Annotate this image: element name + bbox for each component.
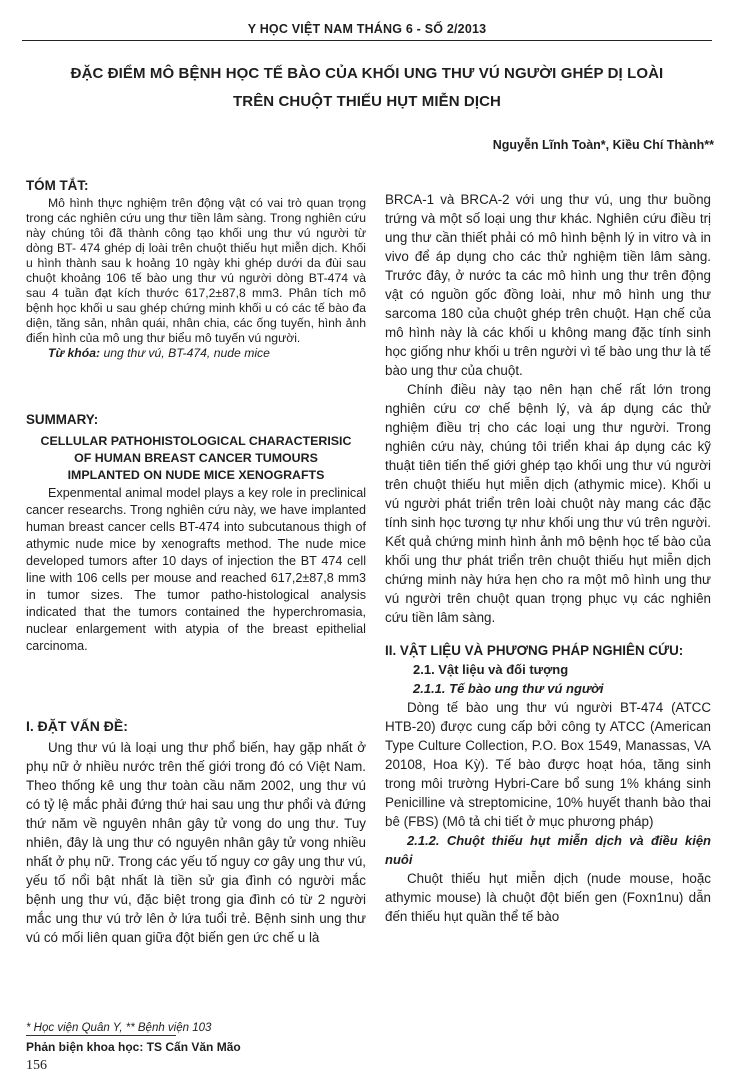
- keywords-text: ung thư vú, BT-474, nude mice: [103, 346, 270, 360]
- keywords-label: Từ khóa:: [48, 346, 101, 360]
- body-paragraph-3: Dòng tế bào ung thư vú người BT-474 (ATCC HTB-20) được cung cấp bởi công ty ATCC (American Type Culture Collection, P.O. Box 1549, Manassas, VA 20108, Hoa Kỳ). Tế bào được hoạt hóa, tăng sinh trong môi trường Hybri-Care bổ sung 1% kháng sinh Penicilline và streptomicine, 10% huyết thanh bào thai bê (FBS) (Mô tả chi tiết ở mục phương pháp): [385, 700, 711, 829]
- subsection-2-1-1: 2.1.1. Tế bào ung thư vú người: [413, 681, 604, 696]
- intro-block: [26, 738, 366, 947]
- subsection-2-1-2: 2.1.2. Chuột thiếu hụt miễn dịch và điều kiện nuôi: [385, 833, 711, 867]
- footnote-rule: [26, 1035, 176, 1036]
- journal-header: Y HỌC VIỆT NAM THÁNG 6 - SỐ 2/2013: [247, 22, 487, 36]
- body-paragraph-4: Chuột thiếu hụt miễn dịch (nude mouse, hoặc athymic mouse) là chuột đột biến gen (Foxn1nu) dẫn đến thiếu hụt quần thể tế bào: [385, 871, 711, 924]
- footnote-affiliations: * Học viện Quân Y, ** Bệnh viện 103: [26, 1022, 212, 1034]
- page-number: 156: [26, 1058, 47, 1073]
- title-line-1: ĐẶC ĐIỂM MÔ BỆNH HỌC TẾ BÀO CỦA KHỐI UNG THƯ VÚ NGƯỜI GHÉP DỊ LOÀI: [70, 65, 664, 82]
- keywords: [26, 346, 366, 361]
- summary-title-line-1: CELLULAR PATHOHISTOLOGICAL CHARACTERISIC: [40, 434, 352, 448]
- reviewer-line: Phản biện khoa học: TS Cấn Văn Mão: [26, 1040, 241, 1054]
- abstract-text: Mô hình thực nghiệm trên động vật có vai trò quan trọng trong các nghiên cứu ung thư tiền lâm sàng. Trong nghiên cứu này chúng tôi đã thành công tạo khối ung thư vú người từ dòng BT- 474 ghép dị loài trên chuột thiếu hụt miễn dịch. Khối u hình thành sau k hoảng 10 ngày khi ghép dưới da đùi sau chuột khoảng 106 tế bào ung thư vú người dòng BT-474 và sau 4 tuần đạt kích thước 617,2±87,8 mm3. Phân tích mô bệnh học khối u sau ghép chứng minh khối u có các tế bào đa diện, tăng sản, nhân quái, nhân chia, các ống tuyến, hình ảnh điển hình của mô ung thư biểu mô tuyến vú người.: [26, 196, 366, 345]
- summary-title-line-3: IMPLANTED ON NUDE MICE XENOGRAFTS: [67, 468, 325, 482]
- intro-text: Ung thư vú là loại ung thư phổ biến, hay gặp nhất ở phụ nữ ở nhiều nước trên thế giới trong đó có Việt Nam. Theo thống kê ung thư toàn cầu năm 2002, ung thư vú có tỷ lệ mắc phải đứng thứ hai sau ung thư phổi và đứng thứ năm về nguyên nhân gây tử vong do ung thư. Tuy nhiên, đây là ung thư có nguyên nhân gây tử vong nhiều nhất ở phụ nữ. Trong các yếu tố nguy cơ gây ung thư vú, yếu tố nổi bật nhất là tiền sử gia đình có người mắc bệnh ung thư vú, đặc biệt trong gia đình có từ 2 người mắc ung thư vú trở lên ở lứa tuổi trẻ. Bệnh sinh ung thư vú có mối liên quan giữa đột biến gen ức chế u là: [26, 740, 366, 945]
- summary-heading: SUMMARY:: [26, 412, 99, 427]
- right-column: [385, 190, 711, 926]
- body-paragraph-2: Chính điều này tạo nên hạn chế rất lớn trong nghiên cứu cơ chế bệnh lý, và áp dụng các thử nghiệm điều trị cho các loại ung thư người. Trong nghiên cứu này, chúng tôi triển khai áp dụng các kỹ thuật tiên tiến thế giới ghép tạo khối ung thư vú người trên chuột thiếu hụt miễn dịch (athymic mice). Khối u vú người phát triển trên loài chuột này mang các đặc tính sinh học tương tự như khối ung thư vú trên người. Kết quả chứng minh hình ảnh mô bệnh học tế bào của khối ung thư phát triển trên chuột thiếu hụt miễn dịch chứng minh này hứa hẹn cho ra một mô hình ung thư vú người trên chuột quan trọng phục vụ các nghiên cứu tiền lâm sàng.: [385, 382, 711, 625]
- subsection-2-1: 2.1. Vật liệu và đối tượng: [413, 662, 569, 677]
- article-title: [50, 60, 684, 116]
- title-line-2: TRÊN CHUỘT THIẾU HỤT MIỄN DỊCH: [233, 93, 501, 110]
- summary-text: Expenmental animal model plays a key role in preclinical cancer researchs. Trong nghiên cứu này, we have implanted human breast cancer cells BT-474 into subcutanous thigh of athymic nude mice by xenografts method. The nude mice developed tumors after 10 days of injection the BT 474 cell line with 106 cells per mouse and reached 617,2±87,8 mm3 in tumor sizes. The tumor patho-histological analysis indicated that the tumors contained the hyperchromasia, nuclear enlargement with atypia of the breast epithelial carcinoma.: [26, 486, 366, 653]
- header-rule: [22, 40, 712, 41]
- summary-block: [26, 485, 366, 655]
- summary-title-line-2: OF HUMAN BREAST CANCER TUMOURS: [74, 451, 318, 465]
- intro-heading: I. ĐẶT VẤN ĐỀ:: [26, 718, 128, 734]
- authors: Nguyễn Lĩnh Toàn*, Kiều Chí Thành**: [492, 138, 714, 152]
- abstract-block: [26, 196, 366, 361]
- section-2-heading: II. VẬT LIỆU VÀ PHƯƠNG PHÁP NGHIÊN CỨU:: [385, 643, 684, 658]
- abstract-heading: TÓM TẮT:: [26, 178, 89, 193]
- body-paragraph-1: BRCA-1 và BRCA-2 với ung thư vú, ung thư buồng trứng và một số loại ung thư khác. Nghiên cứu điều trị ung thư cần thiết phải có mô hình bệnh lý in vitro và in vivo để áp dụng cho các thử nghiệm tiền lâm sàng. Trước đây, ở nước ta các mô hình ung thư trên động vật có nguồn gốc đồng loài, như mô hình ung thư sarcoma 180 của chuột ghép trên chuột. Hạn chế của mô hình này là các khối u không mang đặc tính sinh học giống như khối u trên người vì tế bào ung thư là tế bào ung thư của chuột.: [385, 192, 711, 378]
- summary-title: [26, 433, 366, 484]
